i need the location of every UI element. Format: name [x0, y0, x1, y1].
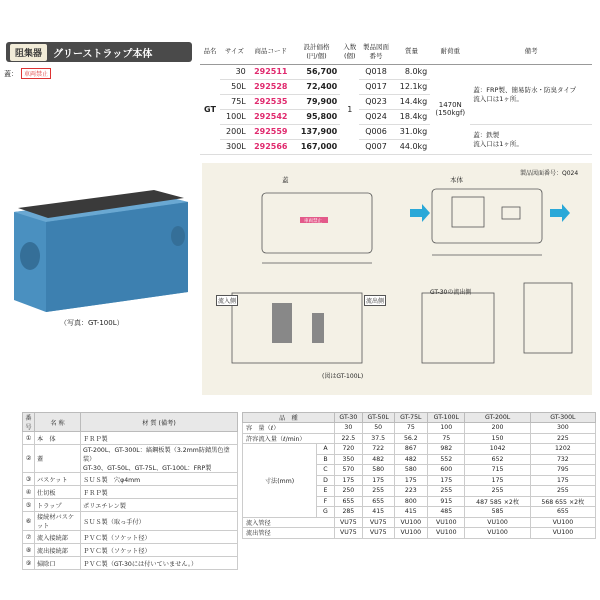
- value-cell: VU100: [465, 528, 530, 539]
- value-cell: 22.5: [334, 433, 362, 444]
- price-cell: 72,400: [293, 79, 340, 94]
- part-name: バスケット: [35, 473, 81, 486]
- table-row: [243, 444, 596, 455]
- part-material: ＰＶＣ製（GT-30には付いていません。）: [81, 557, 238, 570]
- part-material: ＳＵＳ製 穴φ4mm: [81, 473, 238, 486]
- figure-note: (図はGT-100L): [322, 373, 364, 380]
- value-cell: 982: [428, 444, 465, 455]
- column-header: 材 質 (備考): [81, 413, 238, 432]
- inlet-label: 流入側: [216, 295, 238, 306]
- value-cell: 175: [394, 475, 428, 486]
- value-cell: 255: [428, 486, 465, 497]
- price-cell: 137,900: [293, 124, 340, 139]
- value-cell: 570: [334, 465, 362, 476]
- value-cell: VU75: [362, 517, 394, 528]
- column-header: サイズ: [220, 38, 249, 64]
- value-cell: 1202: [530, 444, 595, 455]
- part-name: トラップ: [35, 499, 81, 512]
- column-header: 商品コード: [249, 38, 293, 64]
- column-header: 質量: [393, 38, 430, 64]
- value-cell: 1042: [465, 444, 530, 455]
- product-photo: [6, 172, 192, 332]
- row-number: ⑨: [23, 557, 35, 570]
- value-cell: VU100: [428, 528, 465, 539]
- value-cell: 655: [334, 496, 362, 507]
- part-name: 接続材バスケット: [35, 512, 81, 531]
- table-row: [23, 531, 238, 544]
- part-material: GT-200L、GT-300L：縞鋼板製（3.2mm防錆黒色塗装） GT-30、GT-50L、GT-75L、GT-100L：FRP製: [81, 445, 238, 473]
- technical-drawing: [202, 163, 592, 395]
- column-header: 設計価格 (円/個): [293, 38, 340, 64]
- drawing-number: 製品図面番号：Q024: [520, 170, 579, 177]
- mass-cell: 44.0kg: [393, 139, 430, 154]
- value-cell: 75: [394, 423, 428, 434]
- part-material: ＦＲＰ製: [81, 432, 238, 445]
- value-cell: VU100: [394, 528, 428, 539]
- product-code: 292511: [249, 64, 293, 79]
- note-cell: 蓋：FRP製、簡易防水・防臭タイプ 流入口は1ヶ所。: [470, 64, 592, 124]
- column-header: 入数 (個): [340, 38, 359, 64]
- mass-cell: 14.4kg: [393, 94, 430, 109]
- part-name: 蓋: [35, 445, 81, 473]
- dimension-key: A: [317, 444, 335, 455]
- drawing-cell: Q023: [359, 94, 393, 109]
- part-name: 仕切板: [35, 486, 81, 499]
- value-cell: 100: [428, 423, 465, 434]
- section-header: [6, 42, 192, 62]
- value-cell: VU100: [465, 517, 530, 528]
- part-material: ＰＶＣ製（ソケット径）: [81, 531, 238, 544]
- value-cell: VU100: [530, 528, 595, 539]
- product-code: 292528: [249, 79, 293, 94]
- dimensions-table: [242, 412, 596, 539]
- size-cell: 75L: [220, 94, 249, 109]
- drawing-cell: Q017: [359, 79, 393, 94]
- value-cell: 50: [362, 423, 394, 434]
- row-number: ⑤: [23, 499, 35, 512]
- row-number: ④: [23, 486, 35, 499]
- column-header: GT-100L: [428, 413, 465, 423]
- value-cell: 482: [362, 454, 394, 465]
- value-cell: 415: [394, 507, 428, 518]
- table-row: [23, 445, 238, 473]
- value-cell: 175: [465, 475, 530, 486]
- lid-note: 蓋： 車両禁止: [4, 68, 51, 79]
- column-header: GT-200L: [465, 413, 530, 423]
- table-row: [200, 124, 592, 139]
- mass-cell: 31.0kg: [393, 124, 430, 139]
- table-row: [200, 64, 592, 79]
- value-cell: 30: [334, 423, 362, 434]
- value-cell: 915: [428, 496, 465, 507]
- column-header: GT-300L: [530, 413, 595, 423]
- price-cell: 79,900: [293, 94, 340, 109]
- lid-view-label: 蓋: [282, 176, 289, 184]
- row-number: ⑦: [23, 531, 35, 544]
- part-material: ポリエチレン製: [81, 499, 238, 512]
- row-number: ①: [23, 432, 35, 445]
- price-cell: 56,700: [293, 64, 340, 79]
- load-cell: 1470N (150kgf): [430, 64, 470, 154]
- qty-cell: 1: [340, 64, 359, 154]
- row-number: ⑧: [23, 544, 35, 557]
- page-title: グリーストラップ本体: [53, 48, 153, 60]
- value-cell: 800: [394, 496, 428, 507]
- table-row: [243, 528, 596, 539]
- row-label: 流入管径: [243, 517, 335, 528]
- size-cell: 200L: [220, 124, 249, 139]
- row-label: 許容流入量（ℓ/min）: [243, 433, 335, 444]
- value-cell: 175: [428, 475, 465, 486]
- value-cell: VU75: [334, 528, 362, 539]
- size-cell: 100L: [220, 109, 249, 124]
- value-cell: 715: [465, 465, 530, 476]
- row-label: 容 量（ℓ）: [243, 423, 335, 434]
- value-cell: 255: [362, 486, 394, 497]
- row-label: 流出管径: [243, 528, 335, 539]
- value-cell: 225: [530, 433, 595, 444]
- part-name: 掃除口: [35, 557, 81, 570]
- dimension-key: C: [317, 465, 335, 476]
- column-header: 名 称: [35, 413, 81, 432]
- value-cell: VU100: [428, 517, 465, 528]
- value-cell: 255: [465, 486, 530, 497]
- drawing-cell: Q024: [359, 109, 393, 124]
- photo-caption: （写真：GT-100L）: [60, 319, 124, 327]
- table-row: [23, 557, 238, 570]
- drawing-cell: Q018: [359, 64, 393, 79]
- product-code: 292535: [249, 94, 293, 109]
- column-header: 番号: [23, 413, 35, 432]
- drawing-panel: [202, 163, 592, 395]
- part-name: 流入接続部: [35, 531, 81, 544]
- value-cell: 482: [394, 454, 428, 465]
- caution-label: 車両禁止: [304, 219, 322, 224]
- value-cell: 175: [334, 475, 362, 486]
- dimension-key: E: [317, 486, 335, 497]
- mass-cell: 18.4kg: [393, 109, 430, 124]
- column-header: GT-75L: [394, 413, 428, 423]
- row-number: ③: [23, 473, 35, 486]
- part-material: ＦＲＰ製: [81, 486, 238, 499]
- dimension-label: 寸法(mm): [243, 444, 317, 518]
- value-cell: 485: [428, 507, 465, 518]
- value-cell: 652: [465, 454, 530, 465]
- part-name: 本 体: [35, 432, 81, 445]
- table-row: [243, 517, 596, 528]
- drawing-cell: Q006: [359, 124, 393, 139]
- outlet-label: 流出側: [364, 295, 386, 306]
- column-header: 備考: [470, 38, 592, 64]
- column-header: 耐荷重: [430, 38, 470, 64]
- value-cell: 722: [362, 444, 394, 455]
- value-cell: VU100: [394, 517, 428, 528]
- dimension-key: G: [317, 507, 335, 518]
- body-view-label: 本体: [450, 176, 463, 184]
- value-cell: 223: [394, 486, 428, 497]
- caution-tag: 車両禁止: [21, 68, 51, 79]
- value-cell: 200: [465, 423, 530, 434]
- value-cell: 600: [428, 465, 465, 476]
- value-cell: 655: [362, 496, 394, 507]
- value-cell: 795: [530, 465, 595, 476]
- column-header: GT-50L: [362, 413, 394, 423]
- value-cell: 487 585 ×2枚: [465, 496, 530, 507]
- gt30-label: GT-30の流出側: [430, 289, 472, 296]
- row-number: ⑥: [23, 512, 35, 531]
- mass-cell: 8.0kg: [393, 64, 430, 79]
- value-cell: 175: [530, 475, 595, 486]
- value-cell: 250: [334, 486, 362, 497]
- value-cell: 580: [394, 465, 428, 476]
- product-code: 292559: [249, 124, 293, 139]
- materials-table: [22, 412, 238, 570]
- product-code: 292566: [249, 139, 293, 154]
- size-cell: 300L: [220, 139, 249, 154]
- value-cell: VU100: [530, 517, 595, 528]
- table-row: [243, 433, 596, 444]
- category-label: 阻集器: [10, 44, 47, 61]
- table-row: [23, 486, 238, 499]
- part-material: ＰＶＣ製（ソケット径）: [81, 544, 238, 557]
- table-row: [23, 544, 238, 557]
- size-cell: 50L: [220, 79, 249, 94]
- value-cell: 585: [465, 507, 530, 518]
- table-row: [23, 512, 238, 531]
- mass-cell: 12.1kg: [393, 79, 430, 94]
- value-cell: 255: [530, 486, 595, 497]
- value-cell: 150: [465, 433, 530, 444]
- column-header: 製品図面 番号: [359, 38, 393, 64]
- value-cell: 867: [394, 444, 428, 455]
- size-cell: 30: [220, 64, 249, 79]
- value-cell: 552: [428, 454, 465, 465]
- value-cell: 285: [334, 507, 362, 518]
- product-code: 292542: [249, 109, 293, 124]
- value-cell: 720: [334, 444, 362, 455]
- note-cell: 蓋：鉄製 流入口は1ヶ所。: [470, 124, 592, 154]
- column-header: 品名: [200, 38, 220, 64]
- dimension-key: F: [317, 496, 335, 507]
- price-cell: 167,000: [293, 139, 340, 154]
- value-cell: 175: [362, 475, 394, 486]
- price-table: [200, 38, 592, 155]
- product-name: GT: [200, 64, 220, 154]
- part-name: 流出接続部: [35, 544, 81, 557]
- table-row: [23, 499, 238, 512]
- value-cell: 350: [334, 454, 362, 465]
- table-row: [23, 473, 238, 486]
- value-cell: 580: [362, 465, 394, 476]
- value-cell: 37.5: [362, 433, 394, 444]
- price-cell: 95,800: [293, 109, 340, 124]
- dimension-key: B: [317, 454, 335, 465]
- row-number: ②: [23, 445, 35, 473]
- value-cell: 75: [428, 433, 465, 444]
- value-cell: 655: [530, 507, 595, 518]
- column-header: 品 種: [243, 413, 335, 423]
- value-cell: 415: [362, 507, 394, 518]
- value-cell: 568 655 ×2枚: [530, 496, 595, 507]
- column-header: GT-30: [334, 413, 362, 423]
- part-material: ＳＵＳ製（取っ手付）: [81, 512, 238, 531]
- table-row: [23, 432, 238, 445]
- value-cell: 732: [530, 454, 595, 465]
- value-cell: 300: [530, 423, 595, 434]
- value-cell: VU75: [334, 517, 362, 528]
- dimension-key: D: [317, 475, 335, 486]
- value-cell: 56.2: [394, 433, 428, 444]
- value-cell: VU75: [362, 528, 394, 539]
- table-row: [243, 423, 596, 434]
- drawing-cell: Q007: [359, 139, 393, 154]
